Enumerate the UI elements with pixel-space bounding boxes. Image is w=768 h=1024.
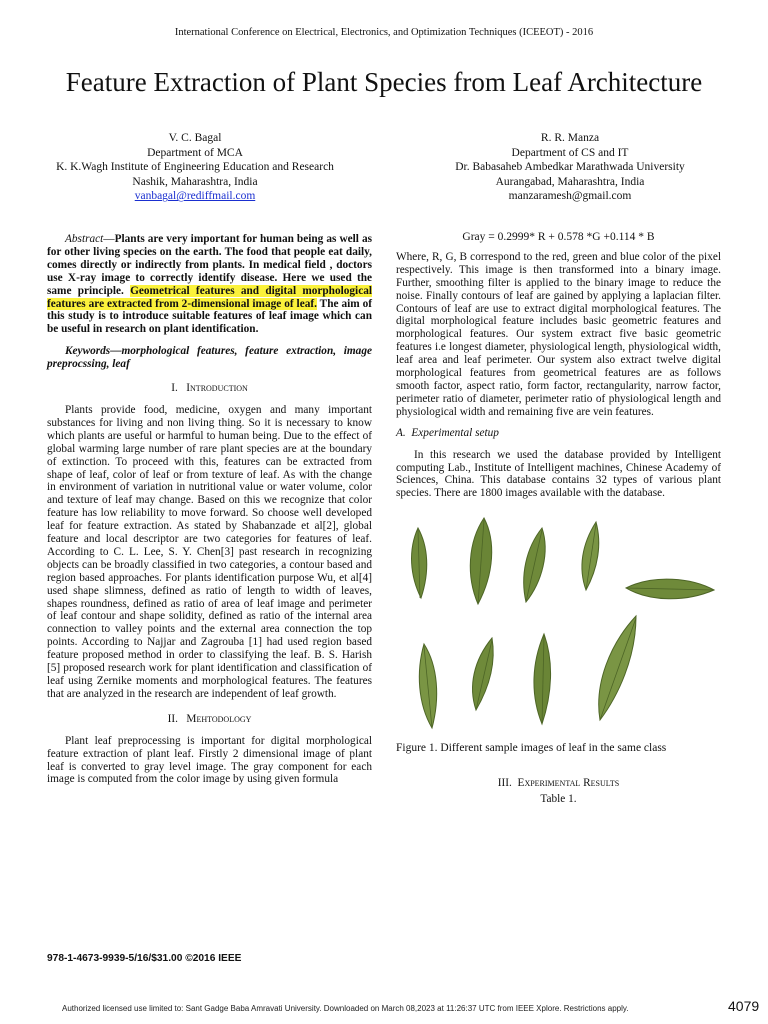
abstract-highlight: Geometrical features and digital morphological features are extracted from 2-dimensional image of leaf. [47,284,372,310]
isbn-footer: 978-1-4673-9939-5/16/$31.00 ©2016 IEEE [47,953,242,964]
section-heading-methodology: II. Mehtodology [167,712,252,725]
left-column [47,233,372,786]
methodology-paragraph: Plant leaf preprocessing is important for digital morphological feature extraction of plant leaf. Firstly 2 dimensional image of plant leaf is converted to gray level image. The gray component for each image is computed from the color image by using given formula [47,734,372,786]
author-name: V. C. Bagal [168,132,222,144]
leaf-image-3 [524,528,545,602]
table-title: Table 1. [540,793,577,806]
setup-paragraph: In this research we used the database provided by Intelligent computing Lab., Institute of Intelligent machines, Chinese Academy of Sciences, China. This database contains 32 types of various plant species. There are 1800 images available with the database. [396,448,721,500]
leaf-samples-image [396,516,721,734]
introduction-paragraph: Plants provide food, medicine, oxygen and many important substances for living and non living thing. So it is necessary to know which plants are useful or harmful to human being. Due to the effect of global warming large number of rare plant species are at the boundary of extinction. To proceed with this, features can be extracted from shape of leaf, color of leaf or from texture of leaf. As with the change in environment of variation in nutritional value or water volume, color and texture of leaf may change. Based on this we recognize that color feature has low reliability to move forward. So choose well developed leaf for feature extraction. As stated by Shabanzade et al[2], global feature and local descriptor are two categories for features of leaf. According to C. L. Lee, S. Y. Chen[3] past research in recognizing objects can be broadly classified in two categories, a contour based and region based approaches. For plants identification purpose Wu, et al[4] used shape slimness, defined as ratio of length to width of leaves, shapes roundness, defined as ratio of area of leaf image and perimeter of leaf contour and shape solidity, defined as ratio of the internal area connection to valley points and the external area connection the top points. According to Najjar and Zagrouba [1] had used region based feature proposed method in order to classifying the leaf. B. S. Harish [5] proposed research work for plant identification and classification of leaf using Zernike moments and morphological features. The features that are analyzed in the research are independent of leaf growth. [47,403,372,700]
page-number: 4079 [728,998,760,1014]
author-department: Department of MCA [147,146,243,159]
section-heading-introduction: I. Introduction [171,382,248,395]
author-block-1 [25,131,365,204]
abstract-text: Plants are very important for human being as well as for other living species on the earth. The food that people eat daily, comes directly or indirectly from plants. In medical field , doctors use X-ray image to correctly identify disease. Here we used the same principle. Geometrical features and digital morphological features are extracted from 2-dimensional image of leaf. The aim of this study is to introduce suitable features of leaf image which can be useful in research on plant identification. [47,233,372,336]
author-name: R. R. Manza [540,132,600,144]
subsection-heading-experimental-setup: A. Experimental setup [396,426,499,439]
author-institution: Dr. Babasaheb Ambedkar Marathwada University [455,161,685,174]
leaf-image-2 [470,518,491,604]
author-email-link[interactable]: vanbagal@rediffmail.com [134,190,256,203]
right-column [396,231,721,806]
license-notice: Authorized licensed use limited to: Sant Gadge Baba Amravati University. Downloaded on March 08,2023 at 11:26:37 UTC from IEEE Xplore. Restrictions apply. [62,1004,629,1013]
leaf-image-5 [626,579,714,599]
section-heading-results: III. Experimental Results [497,777,620,790]
keywords-text: morphological features, feature extraction, image preprocssing, leaf [47,345,372,371]
gray-formula: Gray = 0.2999* R + 0.578 *G +0.114 * B [462,231,655,243]
author-email: manzaramesh@gmail.com [508,190,632,203]
author-location: Aurangabad, Maharashtra, India [495,175,645,188]
abstract-label: Abstract [65,233,104,245]
author-block-2 [400,131,740,204]
leaf-image-1 [412,528,427,598]
leaf-image-4 [582,522,599,590]
leaf-image-8 [534,634,551,724]
formula-explanation: Where, R, G, B correspond to the red, green and blue color of the pixel respectively. This image is then transformed into a binary image. Further, smoothing filter is applied to the binary image to reduce the noise. Finally contours of leaf are gained by applying a laplacian filter. Contours of leaf are use to extract digital morphological features. The digital morphological feature includes basic geometric features and morphological features. Our system extract five basic geometric features i.e longest diameter, physiological length, physiological width, leaf area and leaf perimeter. Our system also extract twelve digital morphological features from geometrical features are as follows smooth factor, aspect ratio, form factor, rectangularity, narrow factor, perimeter ratio of diameter, perimeter ratio of physiological length and physiological width and remaining five are vein features. [396,250,721,418]
leaf-image-7 [473,638,494,710]
keywords: Keywords—morphological features, feature extraction, image preprocssing, leaf [47,345,372,371]
paper-title: Feature Extraction of Plant Species from Leaf Architecture [65,67,703,97]
author-location: Nashik, Maharashtra, India [132,175,258,188]
author-institution: K. K.Wagh Institute of Engineering Education and Research [56,161,334,174]
author-department: Department of CS and IT [511,146,629,159]
conference-header: International Conference on Electrical, Electronics, and Optimization Techniques (ICEEOT) - 2016 [174,27,594,38]
keywords-label: Keywords [65,345,111,358]
figure-caption: Figure 1. Different sample images of leaf in the same class [396,742,667,755]
leaf-image-6 [419,644,436,728]
leaf-image-9 [599,616,636,720]
leaf-figure [396,516,721,734]
abstract: Abstract—Plants are very important for human being as well as for other living species on the earth. The food that people eat daily, comes directly or indirectly from plants. In medical field , doctors use X-ray image to correctly identify disease. Here we used the same principle. Geometrical features and digital morphological features are extracted from 2-dimensional image of leaf. The aim of this study is to introduce suitable features of leaf image which can be useful in research on plant identification. [47,233,372,336]
